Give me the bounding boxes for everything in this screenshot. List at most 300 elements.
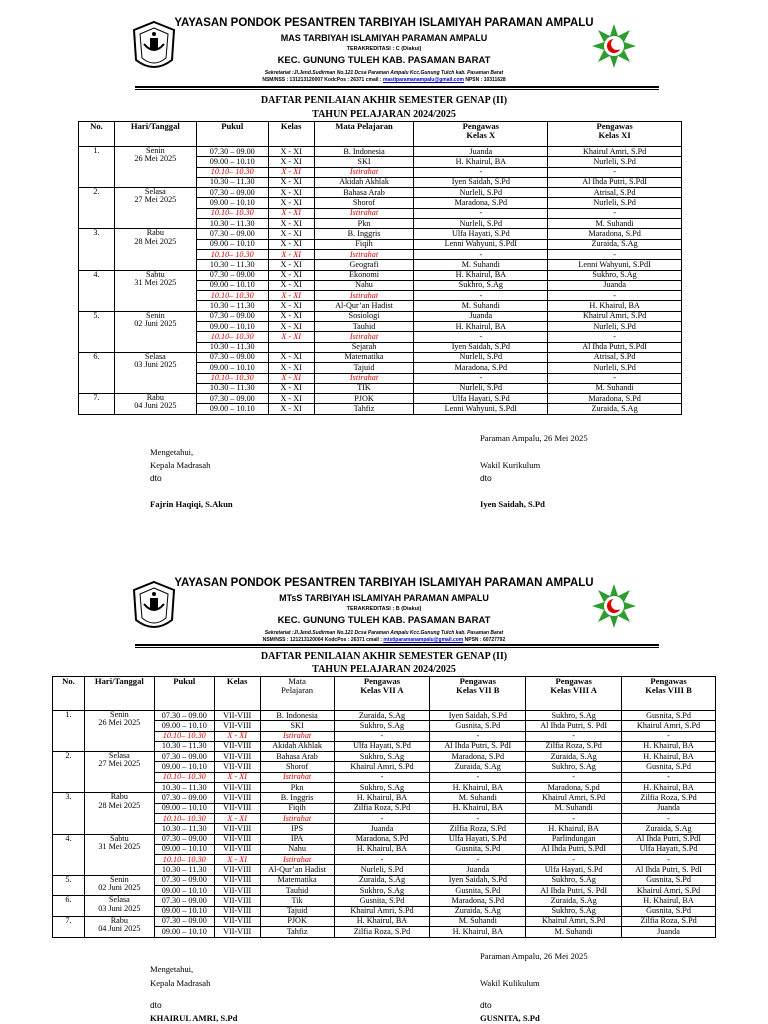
table-row [79, 270, 682, 280]
class-cell: VII-VIII [214, 721, 260, 731]
header-rule [135, 644, 659, 648]
time-cell: 10.10– 10.30 [154, 731, 214, 741]
subject-cell: IPA [260, 834, 334, 844]
time-cell: 07.30 – 09.00 [154, 793, 214, 803]
subject-cell: Pkn [314, 219, 414, 229]
time-cell: 09.00 – 10.10 [196, 198, 268, 208]
supervisor-cell: Gusnita, S.Pd [334, 896, 430, 906]
supervisor-cell: H. Khairul, BA [414, 157, 548, 167]
supervisor-cell: H. Khairul, BA [414, 322, 548, 332]
supervisor-cell: Ulfa Hayati, S.Pd [414, 229, 548, 239]
supervisor-cell: Zuraida, S.Ag [334, 875, 430, 885]
supervisor-cell: Khairul Amri, S.Pd [548, 311, 682, 321]
day-number: 2. [53, 752, 85, 793]
letterhead [0, 560, 768, 646]
supervisor-cell: Khairul Amri, S.Pd [334, 906, 430, 916]
report-title: DAFTAR PENILAIAN AKHIR SEMESTER GENAP (II) [260, 651, 508, 662]
time-cell: 09.00 – 10.10 [154, 927, 214, 937]
supervisor-cell: - [622, 813, 716, 823]
report-year: TAHUN PELAJARAN 2024/2025 [312, 109, 456, 120]
supervisor-cell: - [548, 208, 682, 218]
subject-cell: Tajuid [260, 906, 334, 916]
supervisor-cell: Iyen Saidah, S.Pd [414, 177, 548, 187]
class-cell: X - XI [214, 731, 260, 741]
time-cell: 09.00 – 10.10 [196, 322, 268, 332]
time-cell: 10.10– 10.30 [196, 332, 268, 342]
supervisor-cell: - [548, 291, 682, 301]
day-date: Rabu 28 Mei 2025 [84, 793, 154, 834]
time-cell: 10.10– 10.30 [154, 772, 214, 782]
supervisor-cell: Al Ihda Putri, S. PdI [430, 741, 526, 751]
supervisor-cell: Zilfia Roza, S.Pd [622, 916, 716, 926]
supervisor-cell: Zuraida, S.Ag [430, 906, 526, 916]
supervisor-cell: Gusnita, S.Pd [430, 886, 526, 896]
supervisor-cell: Nurleli, S.Pd [414, 352, 548, 362]
supervisor-cell: - [548, 249, 682, 259]
day-date: Selasa 03 Juni 2025 [84, 896, 154, 917]
supervisor-cell: Gusnita, S.Pd [430, 844, 526, 854]
supervisor-cell: M. Suhandi [430, 793, 526, 803]
supervisor-cell: Atrisal, S.Pd [548, 352, 682, 362]
time-cell: 10.30 – 11.30 [196, 342, 268, 352]
schedule-table-mas [78, 121, 682, 415]
time-cell: 10.30 – 11.30 [154, 865, 214, 875]
supervisor-cell: H. Khairul, BA [548, 301, 682, 311]
supervisor-cell: Zilfia Roza, S.Pd [334, 803, 430, 813]
supervisor-cell: H. Khairul, BA [414, 270, 548, 280]
head-name: KHAIRUL AMRI, S.Pd [150, 1013, 238, 1023]
table-row [79, 229, 682, 239]
supervisor-cell: Zuraida, S.Ag [548, 404, 682, 414]
district: KEC. GUNUNG TULEH KAB. PASAMAN BARAT [277, 615, 491, 626]
supervisor-cell: H. Khairul, BA [430, 927, 526, 937]
supervisor-cell: Sukhro, S.Ag [526, 906, 622, 916]
supervisor-cell: Khairul Amri, S.Pd [526, 916, 622, 926]
col-no: No. [79, 122, 115, 147]
supervisor-cell: Gusnita, S.Pd [430, 721, 526, 731]
supervisor-cell: Lenni Wahyuni, S.PdI [548, 260, 682, 270]
subject-cell: Tauhid [314, 322, 414, 332]
supervisor-cell: H. Khairul, BA [334, 844, 430, 854]
supervisor-cell: Iyen Saidah, S.Pd [430, 711, 526, 721]
supervisor-cell: Ulfa Hayati, S.Pd [430, 834, 526, 844]
supervisor-cell: M. Suhandi [526, 927, 622, 937]
time-cell: 10.30 – 11.30 [154, 741, 214, 751]
document-section-mts [0, 560, 768, 1023]
supervisor-cell: - [622, 855, 716, 865]
subject-cell: Fiqih [260, 803, 334, 813]
class-cell: X - XI [268, 229, 314, 239]
supervisor-cell: Khairul Amri, S.Pd [334, 762, 430, 772]
document-section-mas [0, 0, 768, 509]
supervisor-cell: Nurleli, S.Pd [414, 383, 548, 393]
col-supervisor-x: Pengawas Kelas X [414, 122, 548, 147]
time-cell: 10.10– 10.30 [196, 291, 268, 301]
class-cell: VII-VIII [214, 793, 260, 803]
supervisor-cell: - [414, 332, 548, 342]
class-cell: X - XI [214, 855, 260, 865]
class-cell: X - XI [214, 813, 260, 823]
subject-cell: Akidah Akhlak [260, 741, 334, 751]
day-date: Selasa 27 Mei 2025 [114, 188, 196, 229]
supervisor-cell: Juanda [414, 147, 548, 157]
subject-cell: Ekonomi [314, 270, 414, 280]
subject-cell: B. Indonesia [314, 147, 414, 157]
day-number: 2. [79, 188, 115, 229]
col-supervisor-7b: Pengawas Kelas VII B [430, 677, 526, 711]
class-cell: VII-VIII [214, 834, 260, 844]
subject-cell: Tahfiz [314, 404, 414, 414]
supervisor-cell: Zilfia Roza, S.Pd [526, 741, 622, 751]
supervisor-cell: Al Ihda Putri, S.PdI [526, 844, 622, 854]
day-number: 4. [53, 834, 85, 875]
day-number: 7. [79, 394, 115, 415]
supervisor-cell: Maradona, S.Pd [548, 229, 682, 239]
supervisor-cell: M. Suhandi [548, 219, 682, 229]
supervisor-cell: - [334, 731, 430, 741]
subject-cell: Geografi [314, 260, 414, 270]
supervisor-cell: - [526, 772, 622, 782]
supervisor-cell: Maradona, S.Pd [430, 896, 526, 906]
class-cell: VII-VIII [214, 865, 260, 875]
supervisor-cell: Gusnita, S.Pd [622, 762, 716, 772]
foundation-name: YAYASAN PONDOK PESANTREN TARBIYAH ISLAMIYAH PARAMAN AMPALU [174, 577, 594, 589]
supervisor-cell: Juanda [430, 865, 526, 875]
supervisor-cell: Maradona, S.Pd [548, 394, 682, 404]
class-cell: X - XI [268, 322, 314, 332]
col-time: Pukul [196, 122, 268, 147]
subject-cell: Bahasa Arab [314, 188, 414, 198]
class-cell: VII-VIII [214, 844, 260, 854]
address: Sekretariat :Jl.Jend.Sudirman No.121 Dcsa Paraman Ampalu Kcc.Gunung Tulch kab. Pasaman Barat [264, 630, 504, 636]
supervisor-cell: - [334, 772, 430, 782]
subject-cell: Nahu [314, 280, 414, 290]
subject-cell: Al-Qur’an Hadist [260, 865, 334, 875]
supervisor-cell: Sukhro, S.Ag [334, 886, 430, 896]
supervisor-cell: Khairul Amri, S.Pd [526, 793, 622, 803]
class-cell: X - XI [268, 363, 314, 373]
supervisor-cell: Iyen Saidah, S.Pd [430, 875, 526, 885]
head-name: Fajrin Haqiqi, S.Akun [150, 499, 233, 509]
supervisor-cell: Al Ihda Putri, S. PdI [622, 865, 716, 875]
subject-cell: Shorof [260, 762, 334, 772]
supervisor-cell: Juanda [414, 311, 548, 321]
class-cell: X - XI [268, 147, 314, 157]
head-title: Kepala Madrasah [150, 978, 211, 988]
day-number: 1. [53, 711, 85, 752]
wakil-signature-dto: dto [480, 473, 492, 483]
col-day: Hari/Tanggal [84, 677, 154, 711]
supervisor-cell: - [526, 813, 622, 823]
subject-cell: Istirahat [314, 249, 414, 259]
subject-cell: Istirahat [260, 813, 334, 823]
day-number: 4. [79, 270, 115, 311]
time-cell: 10.10– 10.30 [196, 373, 268, 383]
supervisor-cell: Juanda [334, 824, 430, 834]
email-link[interactable]: mtstiparamanampalu@gmail.com [383, 637, 464, 643]
supervisor-cell: Maradona, S.Pd [334, 834, 430, 844]
time-cell: 10.30 – 11.30 [196, 219, 268, 229]
supervisor-cell: Al Ihda Putri, S. PdI [526, 721, 622, 731]
report-year: TAHUN PELAJARAN 2024/2025 [312, 664, 456, 675]
col-subject: Mata Pelajaran [314, 122, 414, 147]
supervisor-cell: Khairul Amri, S.Pd [622, 721, 716, 731]
subject-cell: SKI [260, 721, 334, 731]
subject-cell: SKI [314, 157, 414, 167]
time-cell: 07.30 – 09.00 [154, 752, 214, 762]
class-cell: VII-VIII [214, 886, 260, 896]
time-cell: 07.30 – 09.00 [154, 896, 214, 906]
time-cell: 10.30 – 11.30 [196, 383, 268, 393]
class-cell: X - XI [268, 394, 314, 404]
supervisor-cell: Parlindungan [526, 834, 622, 844]
wakil-name: Iyen Saidah, S.Pd [480, 499, 545, 509]
supervisor-cell: - [622, 772, 716, 782]
col-supervisor-7a: Pengawas Kelas VII A [334, 677, 430, 711]
time-cell: 10.30 – 11.30 [196, 260, 268, 270]
class-cell: VII-VIII [214, 927, 260, 937]
subject-cell: Sosiologi [314, 311, 414, 321]
class-cell: VII-VIII [214, 762, 260, 772]
class-cell: X - XI [268, 208, 314, 218]
supervisor-cell: Atrisal, S.Pd [548, 188, 682, 198]
time-cell: 10.10– 10.30 [196, 208, 268, 218]
time-cell: 07.30 – 09.00 [196, 147, 268, 157]
day-date: Selasa 03 Juni 2025 [114, 352, 196, 393]
time-cell: 09.00 – 10.10 [154, 844, 214, 854]
class-cell: VII-VIII [214, 783, 260, 793]
day-date: Rabu 28 Mei 2025 [114, 229, 196, 270]
supervisor-cell: - [334, 813, 430, 823]
subject-cell: PJOK [314, 394, 414, 404]
time-cell: 09.00 – 10.10 [154, 803, 214, 813]
supervisor-cell: M. Suhandi [414, 301, 548, 311]
supervisor-cell: Sukhro, S.Ag [334, 721, 430, 731]
class-cell: X - XI [268, 219, 314, 229]
supervisor-cell: Maradona, S.pd [526, 783, 622, 793]
supervisor-cell: Juanda [548, 280, 682, 290]
subject-cell: Sejarah [314, 342, 414, 352]
time-cell: 07.30 – 09.00 [196, 394, 268, 404]
supervisor-cell: H. Khairul, BA [622, 896, 716, 906]
day-date: Senin 26 Mei 2025 [84, 711, 154, 752]
wakil-title: Wakil Kulikulum [480, 978, 540, 988]
subject-cell: Shorof [314, 198, 414, 208]
class-cell: VII-VIII [214, 906, 260, 916]
address: Sekretariat :Jl.Jend.Sudirman No.121 Dcsa Paraman Ampalu Kcc.Gunung Tulch kab. Pasaman Barat [264, 70, 504, 76]
class-cell: X - XI [214, 772, 260, 782]
supervisor-cell: Nurleli, S.Pd [548, 157, 682, 167]
subject-cell: Matematika [314, 352, 414, 362]
supervisor-cell: - [430, 855, 526, 865]
school-name: MAS TARBIYAH ISLAMIYAH PARAMAN AMPALU [280, 33, 488, 43]
supervisor-cell: Zuraida, S.Ag [526, 896, 622, 906]
class-cell: X - XI [268, 383, 314, 393]
email-link[interactable]: mastiparamanampalu@gmail.com [382, 77, 464, 83]
accreditation: TERAKREDITASI : C (Diakui) [346, 46, 422, 52]
time-cell: 10.10– 10.30 [154, 855, 214, 865]
time-cell: 10.30 – 11.30 [196, 301, 268, 311]
supervisor-cell: Lenni Wahyuni, S.PdI [414, 239, 548, 249]
time-cell: 10.10– 10.30 [196, 249, 268, 259]
subject-cell: Tajuid [314, 363, 414, 373]
supervisor-cell: Ulfa Hayati, S.Pd [334, 741, 430, 751]
head-signature-dto: dto [150, 1000, 162, 1010]
subject-cell: Fiqih [314, 239, 414, 249]
ack-label: Mengetahui, [150, 447, 194, 457]
subject-cell: Istirahat [260, 731, 334, 741]
time-cell: 10.30 – 11.30 [154, 824, 214, 834]
time-cell: 10.30 – 11.30 [154, 783, 214, 793]
subject-cell: Matematika [260, 875, 334, 885]
supervisor-cell: Zuraida, S.Ag [430, 762, 526, 772]
accreditation: TERAKREDITASI : B (Diakui) [346, 606, 422, 612]
contact-line: NSM/NSS : 131213120007 KodcPos : 26371 cmail : mastiparamanampalu@gmail.com NPSN : 10311628 [262, 77, 506, 83]
subject-cell: B. Inggris [314, 229, 414, 239]
col-class: Kelas [268, 122, 314, 147]
supervisor-cell: - [414, 208, 548, 218]
class-cell: X - XI [268, 188, 314, 198]
supervisor-cell: Sukhro, S.Ag [526, 875, 622, 885]
supervisor-cell: - [414, 249, 548, 259]
supervisor-cell: Lenni Wahyuni, S.PdI [414, 404, 548, 414]
table-row [79, 188, 682, 198]
supervisor-cell: Ulfa Hayati, S.Pd [526, 865, 622, 875]
supervisor-cell: Gusnita, S.Pd [622, 906, 716, 916]
head-title: Kepala Madrasah [150, 460, 211, 470]
tarbiyah-star-logo-icon [590, 582, 638, 630]
col-supervisor-8a: Pengawas Kelas VIII A [526, 677, 622, 711]
col-supervisor-xi: Pengawas Kelas XI [548, 122, 682, 147]
supervisor-cell: Zilfia Roza, S.Pd [334, 927, 430, 937]
class-cell: X - XI [268, 332, 314, 342]
supervisor-cell: Sukhro, S.Ag [334, 752, 430, 762]
supervisor-cell: - [414, 167, 548, 177]
supervisor-cell: Zuraida, S.Ag [548, 239, 682, 249]
supervisor-cell: - [414, 291, 548, 301]
col-time: Pukul [154, 677, 214, 711]
place-date: Paraman Ampalu, 26 Mei 2025 [480, 433, 588, 443]
subject-cell: Istirahat [314, 332, 414, 342]
supervisor-cell: Zilfia Roza, S.Pd [622, 793, 716, 803]
class-cell [268, 342, 314, 352]
col-class: Kelas [214, 677, 260, 711]
time-cell: 10.10– 10.30 [154, 813, 214, 823]
class-cell: VII-VIII [214, 741, 260, 751]
subject-cell: B. Indonesia [260, 711, 334, 721]
table-row [79, 352, 682, 362]
supervisor-cell: - [526, 855, 622, 865]
subject-cell: Nahu [260, 844, 334, 854]
subject-cell: Istirahat [260, 772, 334, 782]
class-cell: X - XI [268, 311, 314, 321]
day-date: Senin 26 Mei 2025 [114, 147, 196, 188]
time-cell: 07.30 – 09.00 [154, 875, 214, 885]
supervisor-cell: Nurleli, S.Pd [334, 865, 430, 875]
supervisor-cell: Maradona, S.Pd [414, 198, 548, 208]
supervisor-cell: Ulfa Hayati, S.Pd [414, 394, 548, 404]
day-number: 5. [53, 875, 85, 896]
class-cell: VII-VIII [214, 916, 260, 926]
day-number: 3. [79, 229, 115, 270]
subject-cell: Istirahat [260, 855, 334, 865]
supervisor-cell: - [334, 855, 430, 865]
col-subject: Mata Pelajaran [260, 677, 334, 711]
supervisor-cell: Ulfa Hayati, S.Pd [622, 844, 716, 854]
supervisor-cell: - [548, 373, 682, 383]
class-cell: X - XI [268, 404, 314, 414]
day-number: 6. [79, 352, 115, 393]
subject-cell: Pkn [260, 783, 334, 793]
day-date: Rabu 04 Juni 2025 [114, 394, 196, 415]
table-row [79, 147, 682, 157]
day-number: 7. [53, 916, 85, 937]
supervisor-cell: Maradona, S.Pd [430, 752, 526, 762]
time-cell: 07.30 – 09.00 [154, 711, 214, 721]
time-cell: 09.00 – 10.10 [196, 157, 268, 167]
supervisor-cell: Juanda [622, 927, 716, 937]
col-supervisor-8b: Pengawas Kelas VIII B [622, 677, 716, 711]
class-cell: X - XI [268, 280, 314, 290]
supervisor-cell: - [622, 731, 716, 741]
time-cell: 09.00 – 10.10 [154, 886, 214, 896]
class-cell: VII-VIII [214, 803, 260, 813]
subject-cell: Akidah Akhlak [314, 177, 414, 187]
tarbiyah-star-logo-icon [590, 22, 638, 70]
class-cell: X - XI [268, 270, 314, 280]
foundation-name: YAYASAN PONDOK PESANTREN TARBIYAH ISLAMIYAH PARAMAN AMPALU [174, 17, 594, 29]
time-cell: 09.00 – 10.10 [154, 721, 214, 731]
day-number: 6. [53, 896, 85, 917]
letterhead [0, 0, 768, 86]
supervisor-cell: Gusnita, S.Pd [622, 711, 716, 721]
supervisor-cell: H. Khairul, BA [334, 916, 430, 926]
supervisor-cell: - [526, 731, 622, 741]
supervisor-cell: Sukhro, S.Ag [414, 280, 548, 290]
class-cell: VII-VIII [214, 824, 260, 834]
supervisor-cell: Khairul Amri, S.Pd [622, 886, 716, 896]
time-cell: 07.30 – 09.00 [196, 352, 268, 362]
class-cell: X - XI [268, 352, 314, 362]
class-cell: X - XI [268, 177, 314, 187]
supervisor-cell: Al Ihda Putri, S.PdI [622, 834, 716, 844]
supervisor-cell: Zuraida, S.Ag [334, 711, 430, 721]
supervisor-cell: - [430, 813, 526, 823]
supervisor-cell: M. Suhandi [430, 916, 526, 926]
time-cell: 09.00 – 10.10 [154, 762, 214, 772]
table-row [53, 896, 716, 906]
supervisor-cell: - [548, 167, 682, 177]
subject-cell: Tik [260, 896, 334, 906]
place-date: Paraman Ampalu, 26 Mei 2025 [480, 951, 588, 961]
time-cell: 09.00 – 10.10 [196, 404, 268, 414]
supervisor-cell: Nurleli, S.Pd [548, 198, 682, 208]
subject-cell: Bahasa Arab [260, 752, 334, 762]
col-day: Hari/Tanggal [114, 122, 196, 147]
class-cell: X - XI [268, 291, 314, 301]
school-name: MTsS TARBIYAH ISLAMIYAH PARAMAN AMPALU [279, 593, 489, 603]
table-row [53, 711, 716, 721]
class-cell: X - XI [268, 239, 314, 249]
schedule-table-mts [52, 676, 716, 938]
time-cell: 07.30 – 09.00 [154, 834, 214, 844]
supervisor-cell: Al Ihda Putri, S.PdI [548, 342, 682, 352]
supervisor-cell: - [430, 772, 526, 782]
subject-cell: Al-Qur’an Hadist [314, 301, 414, 311]
day-date: Sabtu 31 Mei 2025 [114, 270, 196, 311]
class-cell: VII-VIII [214, 896, 260, 906]
class-cell: X - XI [268, 301, 314, 311]
